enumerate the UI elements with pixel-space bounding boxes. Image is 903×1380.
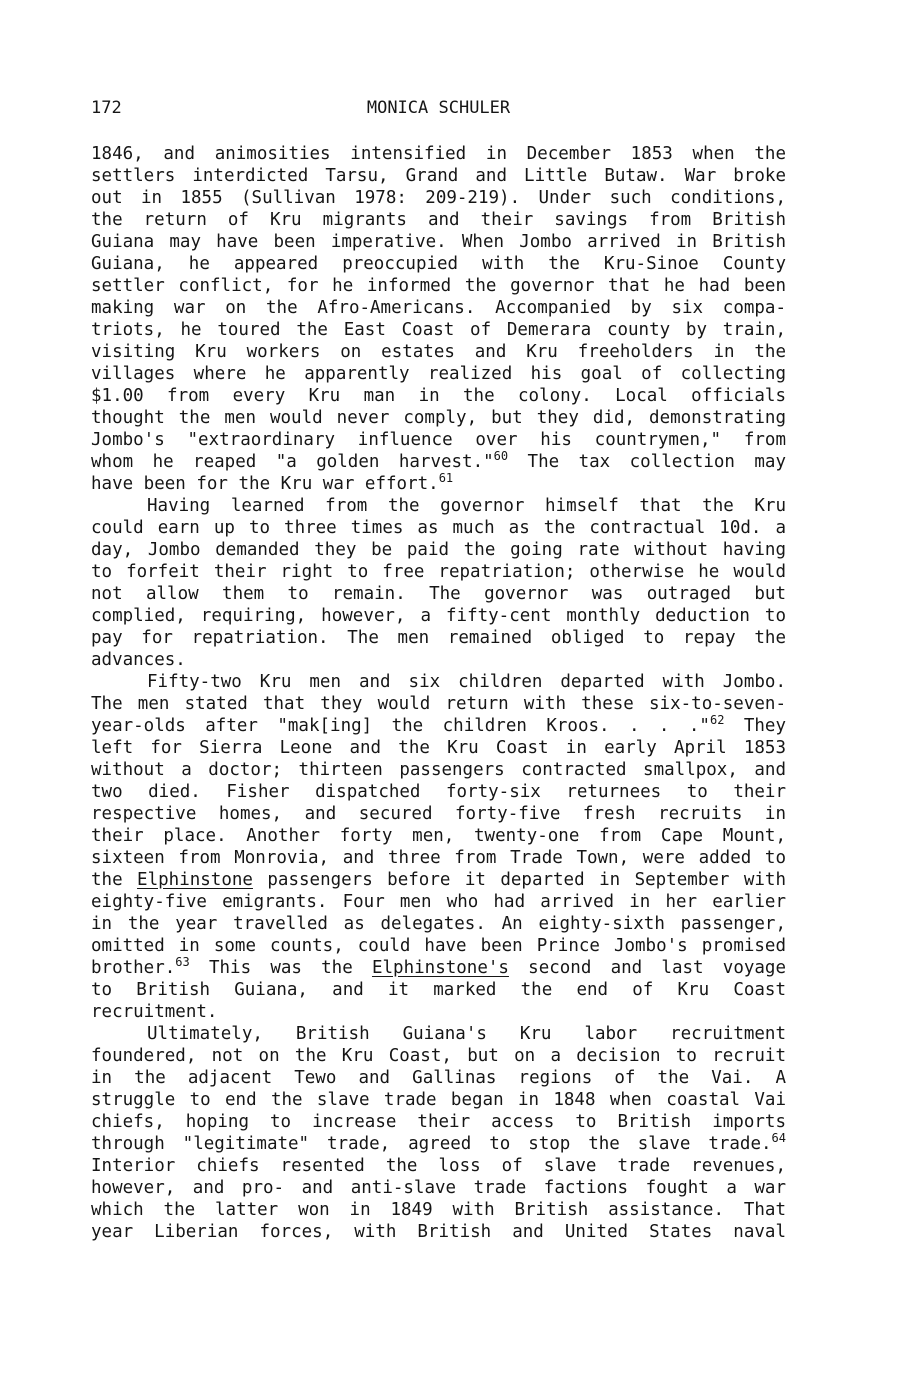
page-number: 172 [91,98,122,118]
text-segment: day, Jombo demanded they be paid the going rate without having [91,540,786,560]
text-line [91,1111,786,1133]
text-segment: Having learned from the governor himself that the Kru [147,496,786,516]
text-line [91,341,786,363]
text-segment: two died. Fisher dispatched forty-six returnees to their [91,782,786,802]
text-segment: Ultimately, British Guiana's Kru labor recruitment [147,1024,786,1044]
text-segment: The men stated that they would return with these six-to-seven- [91,694,786,714]
text-line [91,627,786,649]
text-line [91,935,786,957]
text-segment: whom he reaped "a golden harvest." [91,452,494,472]
text-segment: however, and pro- and anti-slave trade factions fought a war [91,1178,786,1198]
ship-name: Elphinstone [137,870,253,890]
text-line [91,429,786,451]
text-segment: have been for the Kru war effort. [91,474,439,494]
text-line [91,297,786,319]
text-segment: settlers interdicted Tarsu, Grand and Little Butaw. War broke [91,166,786,186]
text-segment: brother. [91,958,176,978]
text-segment: foundered, not on the Kru Coast, but on a decision to recruit [91,1046,786,1066]
text-line [91,407,786,429]
text-line [91,825,786,847]
text-line [91,517,786,539]
text-segment: triots, he toured the East Coast of Demerara county by train, [91,320,786,340]
text-line [91,1177,786,1199]
text-segment: which the latter won in 1849 with British assistance. That [91,1200,786,1220]
text-line [91,561,786,583]
text-segment: respective homes, and secured forty-five fresh recruits in [91,804,786,824]
text-segment: They [724,716,786,736]
text-segment: villages where he apparently realized his goal of collecting [91,364,786,384]
text-line [91,957,786,979]
text-segment: year-olds after "mak[ing] the children Kroos. . . ." [91,716,710,736]
text-line [91,1089,786,1111]
text-segment: their place. Another forty men, twenty-one from Cape Mount, [91,826,786,846]
text-segment: Interior chiefs resented the loss of slave trade revenues, [91,1156,786,1176]
text-segment: settler conflict, for he informed the governor that he had been [91,276,786,296]
text-line [91,1023,786,1045]
text-segment: the [91,870,138,890]
text-segment: struggle to end the slave trade began in 1848 when coastal Vai [91,1090,786,1110]
text-segment: out in 1855 (Sullivan 1978: 209-219). Under such conditions, [91,188,786,208]
text-line [91,473,786,495]
text-segment: could earn up to three times as much as the contractual 10d. a [91,518,786,538]
text-segment: through "legitimate" trade, agreed to stop the slave trade. [91,1134,772,1154]
text-line [91,495,786,517]
text-segment: complied, requiring, however, a fifty-cent monthly deduction to [91,606,786,626]
text-segment: pay for repatriation. The men remained obliged to repay the [91,628,786,648]
text-segment: in the adjacent Tewo and Gallinas regions of the Vai. A [91,1068,786,1088]
text-line [91,539,786,561]
text-segment: thought the men would never comply, but they did, demonstrating [91,408,786,428]
text-segment: second and last voyage [508,958,786,978]
text-line [91,1067,786,1089]
text-line [91,693,786,715]
text-segment: Jombo's "extraordinary influence over his countrymen," from [91,430,786,450]
text-segment: left for Sierra Leone and the Kru Coast in early April 1853 [91,738,786,758]
text-segment: visiting Kru workers on estates and Kru freeholders in the [91,342,786,362]
text-line [91,1221,786,1243]
text-line [91,231,786,253]
text-line [91,363,786,385]
text-segment: to forfeit their right to free repatriation; otherwise he would [91,562,786,582]
footnote-ref: 62 [709,713,725,727]
text-line [91,1155,786,1177]
text-line [91,143,786,165]
text-segment: $1.00 from every Kru man in the colony. Local officials [91,386,786,406]
text-segment: Fifty-two Kru men and six children departed with Jombo. [147,672,786,692]
text-segment: to British Guiana, and it marked the end of Kru Coast [91,980,786,1000]
text-line [91,781,786,803]
text-segment: year Liberian forces, with British and United States naval [91,1222,786,1242]
text-line [91,605,786,627]
text-segment: The tax collection may [508,452,786,472]
text-line [91,803,786,825]
text-line [91,1133,786,1155]
footnote-ref: 60 [493,449,509,463]
text-line [91,319,786,341]
text-segment: in the year travelled as delegates. An eighty-sixth passenger, [91,914,786,934]
text-line [91,649,786,671]
text-segment: omitted in some counts, could have been Prince Jombo's promised [91,936,786,956]
running-title: MONICA SCHULER [366,98,511,118]
text-segment: sixteen from Monrovia, and three from Trade Town, were added to [91,848,786,868]
text-line [91,759,786,781]
text-line [91,165,786,187]
text-segment: 1846, and animosities intensified in December 1853 when the [91,144,786,164]
text-segment: recruitment. [91,1002,218,1022]
text-line [91,737,786,759]
text-line [91,715,786,737]
text-line [91,891,786,913]
text-line [91,979,786,1001]
running-head [91,97,786,119]
text-segment: the return of Kru migrants and their savings from British [91,210,786,230]
text-line [91,913,786,935]
text-segment: Guiana, he appeared preoccupied with the Kru-Sinoe County [91,254,786,274]
text-line [91,209,786,231]
text-line [91,451,786,473]
text-segment: not allow them to remain. The governor was outraged but [91,584,786,604]
text-segment: chiefs, hoping to increase their access to British imports [91,1112,786,1132]
text-line [91,1199,786,1221]
text-segment: This was the [189,958,372,978]
text-line [91,187,786,209]
text-line [91,385,786,407]
footnote-ref: 63 [175,955,190,969]
text-segment: eighty-five emigrants. Four men who had arrived in her earlier [91,892,786,912]
text-line [91,1045,786,1067]
text-segment: Guiana may have been imperative. When Jombo arrived in British [91,232,786,252]
footnote-ref: 64 [771,1131,786,1145]
text-line [91,869,786,891]
text-segment: advances. [91,650,186,670]
text-line [91,275,786,297]
body-text [91,143,786,1243]
text-line [91,583,786,605]
text-segment: without a doctor; thirteen passengers contracted smallpox, and [91,760,786,780]
text-segment: passengers before it departed in September with [252,870,786,890]
text-segment: making war on the Afro-Americans. Accompanied by six compa- [91,298,786,318]
text-line [91,671,786,693]
footnote-ref: 61 [438,471,454,485]
ship-name: Elphinstone's [371,958,509,978]
text-line [91,253,786,275]
text-line [91,1001,786,1023]
text-line [91,847,786,869]
